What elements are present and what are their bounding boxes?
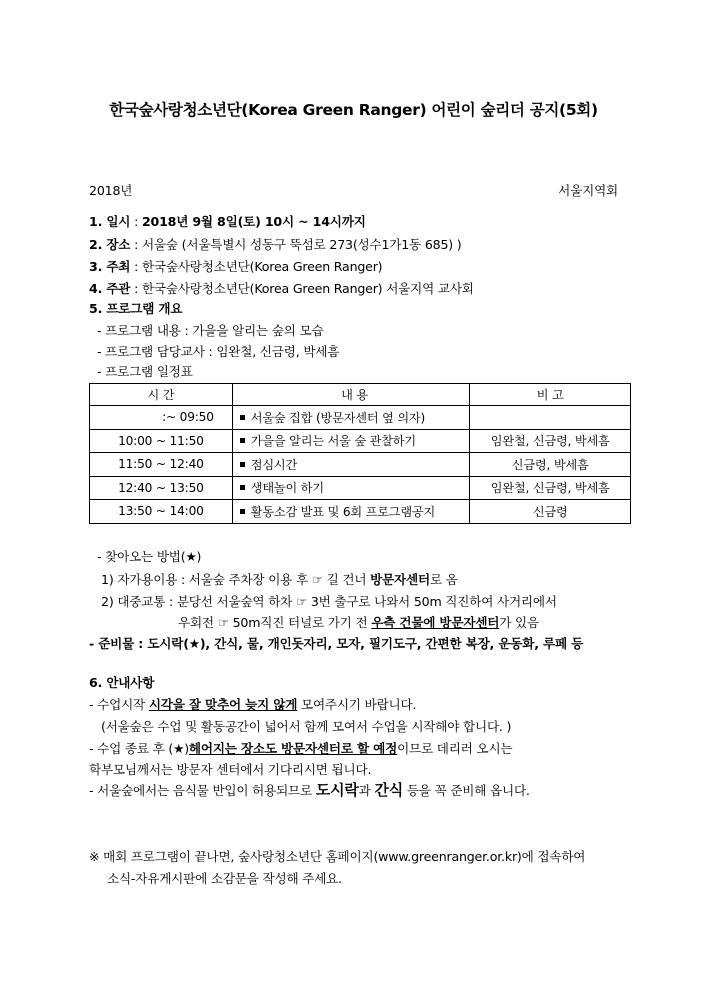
notice-3-bold-lunch: 도시락 bbox=[315, 781, 359, 799]
notice-2 bbox=[89, 738, 512, 757]
directions-transit-bold: 우측 건물에 방문자센터 bbox=[371, 615, 500, 630]
notice-2-text: - 수업 종료 후 (★) bbox=[89, 741, 189, 756]
row-content bbox=[232, 453, 470, 477]
notice-1-text: - 수업시작 bbox=[89, 697, 149, 712]
row-time: :~ 09:50 bbox=[90, 406, 233, 430]
info-date-label: 일시 bbox=[106, 214, 131, 229]
notice-3 bbox=[89, 779, 530, 800]
directions-car bbox=[101, 569, 458, 588]
table-row bbox=[90, 406, 631, 430]
header-content: 내 용 bbox=[232, 384, 470, 406]
row-note bbox=[470, 406, 631, 430]
info-organizer-num: 4. bbox=[89, 281, 107, 296]
bullet-icon bbox=[240, 438, 245, 443]
notice-1-post: 모여주시기 바랍니다. bbox=[297, 697, 417, 712]
row-content bbox=[232, 429, 470, 453]
directions-transit-text: 우회전 ☞ 50m직진 터널로 가기 전 bbox=[178, 615, 372, 630]
row-note: 신금령 bbox=[470, 500, 631, 524]
info-organizer: 4. 주관 : 한국숲사랑청소년단(Korea Green Ranger) 서울지역 교사회 bbox=[89, 281, 474, 296]
directions-transit-post: 가 있음 bbox=[499, 615, 539, 630]
schedule-header-row bbox=[90, 384, 631, 406]
bullet-icon bbox=[240, 485, 245, 490]
overview-content: - 프로그램 내용 : 가을을 알리는 숲의 모습 bbox=[97, 323, 324, 338]
header-note: 비 고 bbox=[470, 384, 631, 406]
bullet-icon bbox=[240, 462, 245, 467]
notice-1-bold: 시각을 잘 맞추어 늦지 않게 bbox=[148, 697, 298, 712]
table-row bbox=[90, 500, 631, 524]
info-place-value: 서울숲 (서울특별시 성동구 뚝섬로 273(성수1가1동 685) ) bbox=[141, 237, 462, 252]
header-time: 시 간 bbox=[90, 384, 233, 406]
overview-heading: 5. 프로그램 개요 bbox=[89, 301, 183, 316]
info-date: 1. 일시 : 2018년 9월 8일(토) 10시 ~ 14시까지 bbox=[89, 214, 366, 229]
row-note: 임완철, 신금령, 박세흠 bbox=[470, 476, 631, 500]
info-place: 2. 장소 : 서울숲 (서울특별시 성동구 뚝섬로 273(성수1가1동 685) ) bbox=[89, 237, 462, 252]
info-host: 3. 주최 : 한국숲사랑청소년단(Korea Green Ranger) bbox=[89, 259, 383, 274]
directions-transit-line1: 2) 대중교통 : 분당선 서울숲역 하차 ☞ 3번 출구로 나와서 50m 직진하여 사거리에서 bbox=[101, 594, 557, 609]
supplies-line: - 준비물 : 도시락(★), 간식, 물, 개인돗자리, 모자, 필기도구, 간편한 복장, 운동화, 루페 등 bbox=[89, 636, 584, 651]
info-organizer-value: 한국숲사랑청소년단(Korea Green Ranger) 서울지역 교사회 bbox=[141, 281, 474, 296]
directions-car-bold: 방문자센터 bbox=[370, 572, 430, 587]
row-content bbox=[232, 476, 470, 500]
overview-teachers: - 프로그램 담당교사 : 임완철, 신금령, 박세흠 bbox=[97, 344, 340, 359]
schedule-table bbox=[89, 383, 631, 524]
overview-schedule-label: - 프로그램 일정표 bbox=[97, 364, 193, 379]
footer-line1: ※ 매회 프로그램이 끝나면, 숲사랑청소년단 홈페이지(www.greenranger.or.kr)에 접속하여 bbox=[89, 849, 586, 864]
info-date-num: 1. bbox=[89, 214, 107, 229]
notice-3-bold-snack: 간식 bbox=[374, 781, 404, 799]
page-title: 한국숲사랑청소년단(Korea Green Ranger) 어린이 숲리더 공지(5회) bbox=[109, 101, 598, 119]
info-host-value: 한국숲사랑청소년단(Korea Green Ranger) bbox=[141, 259, 383, 274]
row-note: 신금령, 박세흠 bbox=[470, 453, 631, 477]
notice-3-mid: 과 bbox=[358, 783, 375, 798]
footer-line2: 소식-자유게시판에 소감문을 작성해 주세요. bbox=[107, 871, 342, 886]
row-time: 12:40 ~ 13:50 bbox=[90, 476, 233, 500]
row-time: 10:00 ~ 11:50 bbox=[90, 429, 233, 453]
notice-1-sub: (서울숲은 수업 및 활동공간이 넓어서 함께 모여서 수업을 시작해야 합니다. ) bbox=[101, 719, 512, 734]
row-content-text: 서울숲 집합 (방문자센터 옆 의자) bbox=[250, 410, 426, 425]
table-row bbox=[90, 453, 631, 477]
region-label: 서울지역회 bbox=[558, 183, 618, 198]
notice-2-bold: 헤어지는 장소도 방문자센터로 할 예정 bbox=[188, 741, 398, 756]
bullet-icon bbox=[240, 415, 245, 420]
row-time: 11:50 ~ 12:40 bbox=[90, 453, 233, 477]
directions-car-text: 1) 자가용이용 : 서울숲 주차장 이용 후 ☞ 길 건너 bbox=[101, 572, 371, 587]
info-organizer-label: 주관 bbox=[106, 281, 131, 296]
row-content-text: 생태놀이 하기 bbox=[250, 481, 324, 496]
row-content-text: 가을을 알리는 서울 숲 관찰하기 bbox=[250, 434, 416, 449]
notice-3-post: 등을 꼭 준비해 옵니다. bbox=[403, 783, 530, 798]
row-time: 13:50 ~ 14:00 bbox=[90, 500, 233, 524]
directions-heading: - 찾아오는 방법(★) bbox=[97, 549, 202, 564]
info-place-num: 2. bbox=[89, 237, 107, 252]
notice-2-cont: 학부모님께서는 방문자 센터에서 기다리시면 됩니다. bbox=[89, 762, 372, 777]
notice-2-post: 이므로 데리러 오시는 bbox=[397, 741, 513, 756]
year-label: 2018년 bbox=[89, 183, 133, 198]
info-host-label: 주최 bbox=[106, 259, 131, 274]
row-note: 임완철, 신금령, 박세흠 bbox=[470, 429, 631, 453]
info-date-value: 2018년 9월 8일(토) 10시 ~ 14시까지 bbox=[141, 214, 366, 229]
row-content-text: 활동소감 발표 및 6회 프로그램공지 bbox=[250, 504, 436, 519]
table-row bbox=[90, 476, 631, 500]
info-host-num: 3. bbox=[89, 259, 107, 274]
table-row bbox=[90, 429, 631, 453]
notices-heading: 6. 안내사항 bbox=[89, 675, 155, 690]
directions-transit-line2 bbox=[178, 612, 539, 631]
info-place-label: 장소 bbox=[106, 237, 131, 252]
notice-1 bbox=[89, 694, 416, 713]
row-content-text: 점심시간 bbox=[250, 457, 298, 472]
bullet-icon bbox=[240, 509, 245, 514]
row-content bbox=[232, 406, 470, 430]
notice-3-text: - 서울숲에서는 음식물 반입이 허용되므로 bbox=[89, 783, 316, 798]
directions-car-post: 로 옴 bbox=[429, 572, 458, 587]
row-content bbox=[232, 500, 470, 524]
